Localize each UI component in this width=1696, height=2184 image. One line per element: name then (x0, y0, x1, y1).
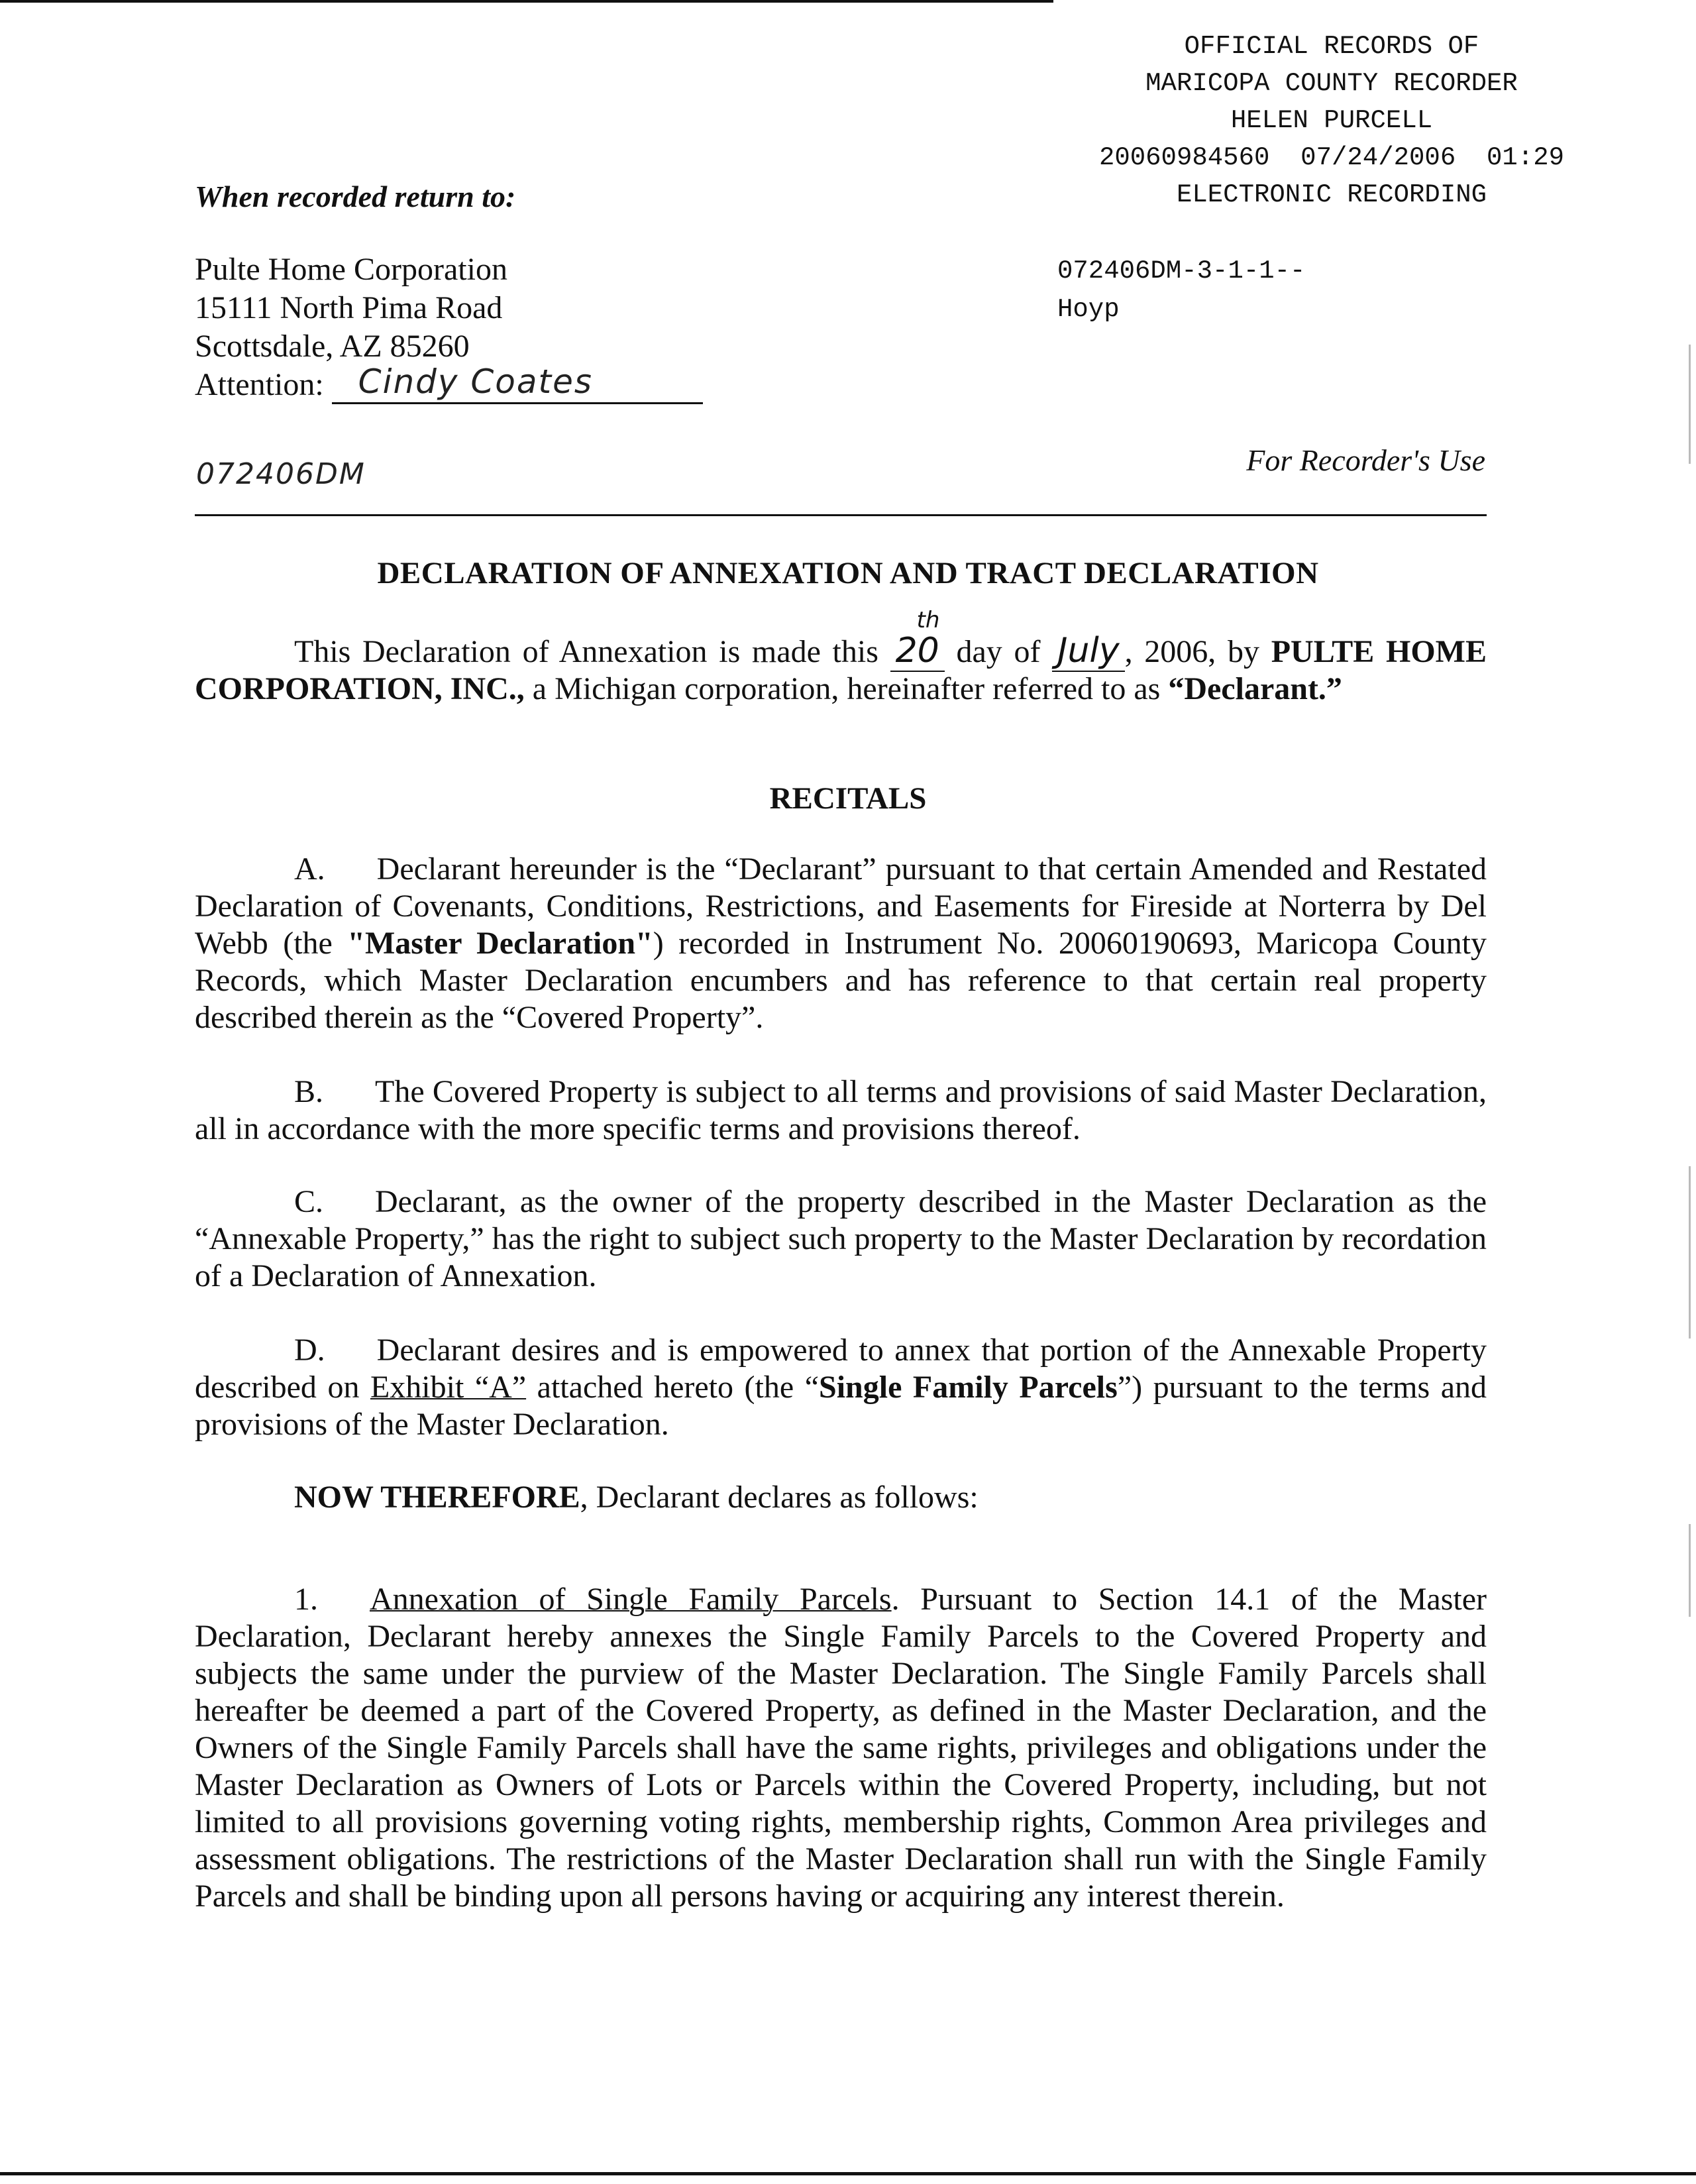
address-line-1: Pulte Home Corporation (195, 252, 507, 287)
recital-b (195, 1073, 1487, 1148)
section-1-text: . Pursuant to Section 14.1 of the Master Declaration, Declarant hereby annexes the Single Family Parcels to the Covered Property and subjects the same under the purview of the Master Declaration. The Single Family Parcels shall hereafter be deemed a part of the Covered Property, as defined in the Master Declaration, and the Owners of the Single Family Parcels shall have the same rights, privileges and obligations under the Master Declaration as Owners of Lots or Parcels within the Covered Property, including, but not limited to all provisions governing voting rights, membership rights, Common Area privileges and assessment obligations. The restrictions of the Master Declaration shall run with the Single Family Parcels and shall be binding upon all persons having or acquiring any interest therein. (195, 1582, 1487, 1914)
intro-text-4: a Michigan corporation, hereinafter referred to as (524, 671, 1169, 706)
recital-a-text-2: ) recorded in Instrument No. 20060190693, Maricopa County Records, which Master Declaration encumbers and has reference to that certain real property described therein as the “Covered Property”. (195, 926, 1487, 1035)
recital-d-text-3: ”) pursuant to the terms and provisions of the Master Declaration. (195, 1370, 1487, 1442)
intro-text-3: , 2006, by (1124, 634, 1271, 669)
intro-text-2: day of (944, 634, 1053, 669)
stamp-line-1: OFFICIAL RECORDS OF (1184, 32, 1479, 61)
stamp-line-5: ELECTRONIC RECORDING (1176, 180, 1487, 209)
return-address (195, 250, 703, 404)
handwritten-day-suffix: th (916, 607, 940, 633)
section-1-label: 1. (294, 1582, 318, 1617)
now-therefore-bold: NOW THEREFORE (294, 1480, 580, 1515)
handwritten-document-code: 072406DM (196, 457, 366, 491)
recital-d (195, 1332, 1487, 1443)
header-separator-rule (195, 514, 1487, 516)
recital-b-text: The Covered Property is subject to all terms and provisions of said Master Declaration, all in accordance with the more specific terms and provisions thereof. (195, 1074, 1487, 1146)
top-rule (0, 0, 1053, 3)
now-therefore-text: , Declarant declares as follows: (580, 1480, 979, 1515)
stamp-line-4: 20060984560 07/24/2006 01:29 (1098, 143, 1565, 172)
single-family-parcels-term: Single Family Parcels (819, 1370, 1118, 1405)
recorder-use-label: For Recorder's Use (1246, 443, 1485, 477)
recital-d-label: D. (294, 1333, 325, 1368)
handwritten-day: 20 th (890, 631, 945, 672)
recital-d-text-2: attached hereto (the “ (526, 1370, 820, 1405)
scan-edge-mark-2 (1689, 1166, 1691, 1338)
scan-edge-mark-3 (1689, 1524, 1691, 1617)
company-name: PULTE HOME CORPORATION, INC., (195, 634, 1487, 706)
master-declaration-term: "Master Declaration" (347, 926, 653, 961)
recital-b-label: B. (294, 1074, 324, 1109)
address-line-2: 15111 North Pima Road (195, 290, 503, 325)
attention-handwritten-name: Cindy Coates (358, 362, 593, 401)
recital-c-text: Declarant, as the owner of the property described in the Master Declaration as the “Annexable Property,” has the right to subject such property to the Master Declaration by recordation of a Declaration of Annexation. (195, 1184, 1487, 1293)
recorder-stamp (1020, 28, 1643, 213)
attention-label: Attention: (195, 367, 324, 402)
document-code-line-1: 072406DM-3-1-1-- (1057, 256, 1306, 286)
return-label: When recorded return to: (195, 180, 516, 213)
declarant-term: “Declarant.” (1168, 671, 1342, 706)
section-1-heading: Annexation of Single Family Parcels (370, 1582, 892, 1617)
attention-row (195, 362, 703, 404)
section-1 (195, 1581, 1487, 1915)
recital-a (195, 851, 1487, 1036)
bottom-scan-rule (0, 2172, 1696, 2175)
recital-d-text-1: Declarant desires and is empowered to annex that portion of the Annexable Property described on (195, 1333, 1487, 1405)
scan-edge-mark-1 (1689, 345, 1691, 464)
recital-a-label: A. (294, 851, 325, 887)
stamp-line-2: MARICOPA COUNTY RECORDER (1145, 69, 1518, 98)
attention-signature-line (332, 362, 703, 404)
document-code-line-2: Hoyp (1057, 295, 1120, 324)
recital-a-text-1: Declarant hereunder is the “Declarant” pursuant to that certain Amended and Restated Declaration of Covenants, Conditions, Restrictions, and Easements for Fireside at Norterra by Del Webb (the (195, 851, 1487, 961)
stamp-line-3: HELEN PURCELL (1230, 106, 1433, 135)
exhibit-a-reference: Exhibit “A” (370, 1370, 527, 1405)
intro-paragraph (195, 607, 1487, 708)
document-code (1057, 252, 1305, 329)
intro-text-1: This Declaration of Annexation is made this (294, 634, 890, 669)
now-therefore (195, 1479, 1487, 1516)
recital-c (195, 1183, 1487, 1295)
recitals-heading: RECITALS (769, 781, 927, 816)
address-line-3: Scottsdale, AZ 85260 (195, 329, 470, 364)
handwritten-month: July (1052, 631, 1125, 672)
recital-c-label: C. (294, 1184, 324, 1219)
document-title: DECLARATION OF ANNEXATION AND TRACT DECLARATION (377, 556, 1319, 590)
